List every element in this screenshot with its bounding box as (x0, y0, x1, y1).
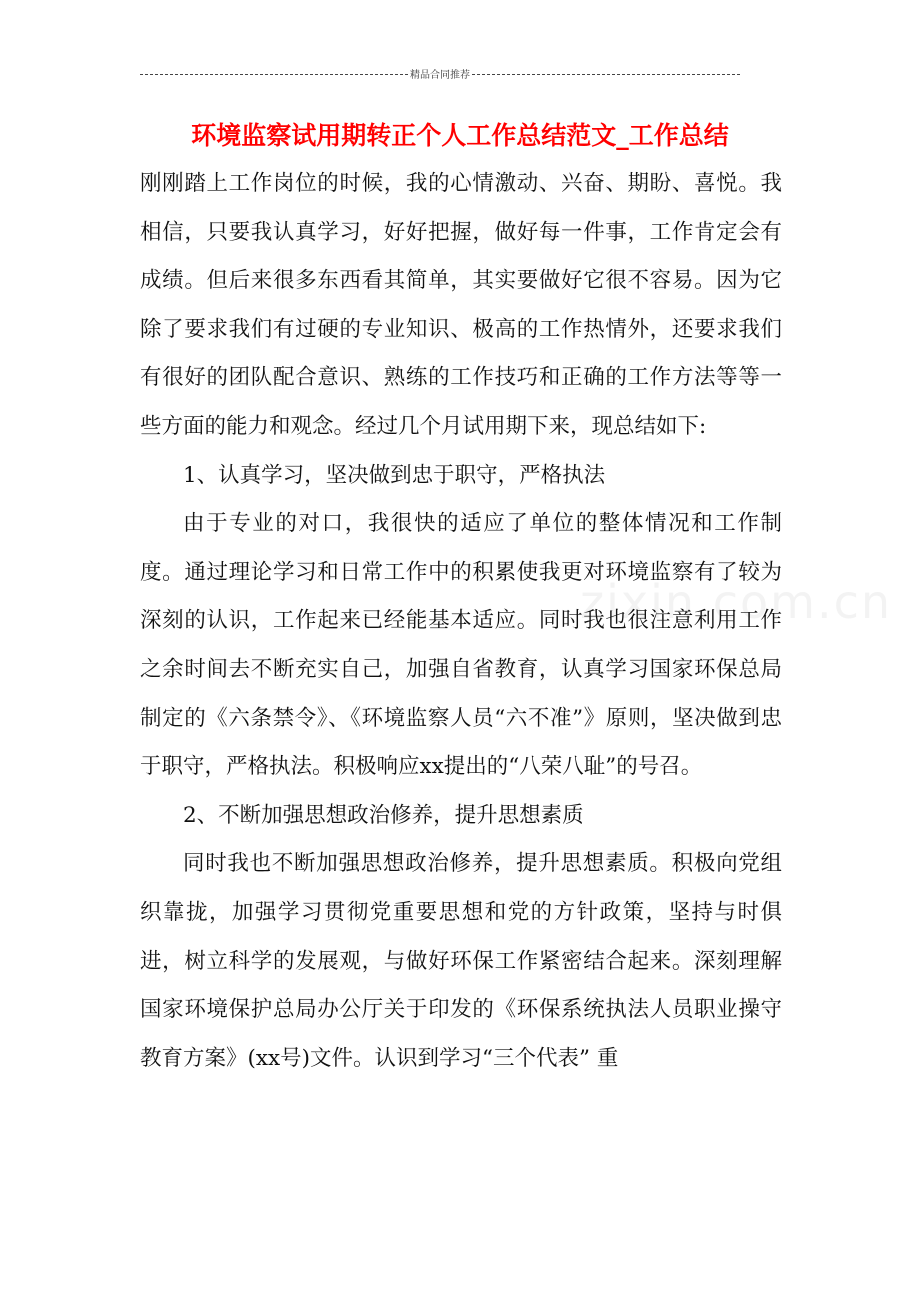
section-paragraph-2: 同时我也不断加强思想政治修养，提升思想素质。积极向党组织靠拢，加强学习贯彻党重要思想和党的方针政策，坚持与时俱进，树立科学的发展观，与做好环保工作紧密结合起来。深刻理解国家环境保护总局办公厅关于印发的《环保系统执法人员职业操守教育方案》(xx号)文件。认识到学习“三个代表” 重 (140, 851, 782, 1071)
header-label: 精品合同推荐 (410, 70, 470, 81)
section-paragraph-1: 由于专业的对口，我很快的适应了单位的整体情况和工作制度。通过理论学习和日常工作中的积累使我更对环境监察有了较为深刻的认识，工作起来已经能基本适应。同时我也很注意利用工作之余时间去不断充实自己，加强自省教育，认真学习国家环保总局制定的《六条禁令》、《环境监察人员“六不准”》原则，坚决做到忠于职守，严格执法。积极响应xx提出的“八荣八耻”的号召。 (140, 511, 782, 780)
page-header (140, 66, 740, 81)
intro-paragraph: 刚刚踏上工作岗位的时候，我的心情激动、兴奋、期盼、喜悦。我相信，只要我认真学习，好好把握，做好每一件事，工作肯定会有成绩。但后来很多东西看其简单，其实要做好它很不容易。因为它除了要求我们有过硬的专业知识、极高的工作热情外，还要求我们有很好的团队配合意识、熟练的工作技巧和正确的工作方法等等一些方面的能力和观念。经过几个月试用期下来，现总结如下: (140, 171, 782, 439)
document-body (140, 160, 782, 1083)
document-title: 环境监察试用期转正个人工作总结范文_工作总结 (191, 121, 729, 150)
header-rule-right (472, 74, 740, 75)
watermark: zixin.com.cn (580, 575, 893, 629)
section-heading-2: 2、不断加强思想政治修养，提升思想素质 (183, 802, 584, 828)
section-heading-1: 1、认真学习，坚决做到忠于职守，严格执法 (183, 462, 606, 488)
header-rule-left (140, 74, 408, 75)
